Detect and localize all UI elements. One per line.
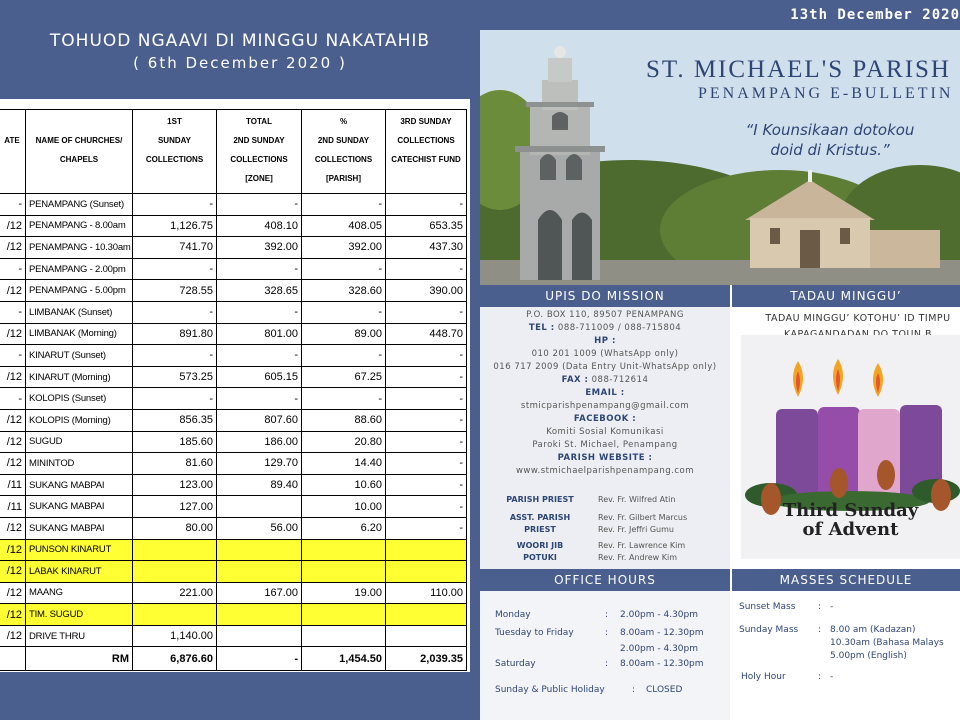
table-row [0,366,467,388]
table-row [0,194,467,216]
cell-c4: 448.70 [386,323,467,345]
cell-c3: 10.00 [302,496,386,518]
table-row [0,582,467,604]
bulletin-name: PENAMPANG E-BULLETIN [698,85,954,102]
office-holiday-time: CLOSED [646,685,683,695]
cell-date: /12 [0,539,26,561]
bulletin-date: 13th December 2020 [790,7,960,23]
cell-name: SUKANG MABPAI [26,517,133,539]
office-monday-sep: : [605,610,609,620]
cell-c1: 123.00 [133,474,217,496]
cell-c3: 19.00 [302,582,386,604]
cell-name: PENAMPANG - 5.00pm [26,280,133,302]
advent-caption: Third Sunday of Advent [782,500,919,540]
table-header-row [0,110,467,194]
mission-hp-label: HP : [594,336,616,346]
cell-c2: - [217,258,302,280]
cell-c3: 89.00 [302,323,386,345]
cell-c3: 88.60 [302,409,386,431]
cell-c1: - [133,345,217,367]
cell-name: LABAK KINARUT [26,561,133,583]
cell-c4: - [386,517,467,539]
cell-name: PENAMPANG (Sunset) [26,194,133,216]
cell-c1: 80.00 [133,517,217,539]
office-tue-time-2: 2.00pm - 4.30pm [620,644,699,654]
cell-c1: 573.25 [133,366,217,388]
mass-sunday-label: Sunday Mass [739,625,799,635]
cell-date: - [0,194,26,216]
office-hours [480,591,730,720]
cell-name: SUKANG MABPAI [26,474,133,496]
office-sat-time: 8.00am - 12.30pm [620,659,704,669]
cell-c3: - [302,301,386,323]
advent-wreath-image [741,335,960,559]
header-pct-second-sunday: % 2ND SUNDAY COLLECTIONS [PARISH] [302,110,386,194]
mission-facebook-label: FACEBOOK : [573,414,637,424]
cell-c4: - [386,409,467,431]
cell-c4: - [386,474,467,496]
cell-name: SUKANG MABPAI [26,496,133,518]
cell-c4: - [386,431,467,453]
table-row [0,258,467,280]
table-row [0,388,467,410]
collection-table-container [0,99,470,672]
cell-c4: - [386,258,467,280]
cell-name: DRIVE THRU [26,625,133,647]
collection-table [0,109,467,671]
mission-hp-2: 016 717 2009 (Data Entry Unit-WhatsApp only) [493,362,717,372]
quote-line-1: “I Kounsikaan dotokou [745,121,915,139]
cell-c2: 129.70 [217,453,302,475]
table-row [0,496,467,518]
cell-c4 [386,604,467,626]
cell-c4: - [386,345,467,367]
cell-date: /11 [0,474,26,496]
cell-c1: 741.70 [133,237,217,259]
office-hours-header: OFFICE HOURS [480,569,730,591]
mission-contacts: P.O. BOX 110, 89507 PENAMPANG TEL : 088-711009 / 088-715804 HP : 010 201 1009 (WhatsApp only) 016 717 2009 (Data Entry Unit-WhatsApp only) FAX : 088-712614 EMAIL : stmicparishpenampang@gmail.com FACEBOOK : Komiti Sosial Komunikasi Paroki St. Michael, Penampang PARISH WEBSITE : www.stmichaelparishpenampang.com PARISH PRIEST Rev. Fr. Wilfred Atin ASST. PARISH PRIEST Rev. Fr. Gilbert Marcus Rev. Fr. Jeffri Gumu WOORI JIB POTUKI Rev. Fr. Lawrence Kim Rev. Fr. Andrew Kim [480,307,730,569]
cell-c4: 390.00 [386,280,467,302]
total-c4: 2,039.35 [386,647,467,671]
cell-date: /12 [0,582,26,604]
cell-name: KOLOPIS (Sunset) [26,388,133,410]
office-holiday-label: Sunday & Public Holiday [495,685,605,695]
table-row [0,561,467,583]
cell-c4 [386,625,467,647]
cell-name: MININTOD [26,453,133,475]
mission-hp-1: 010 201 1009 (WhatsApp only) [531,349,679,359]
header-date: ATE [0,110,26,194]
cell-c1: - [133,388,217,410]
cell-c3: 408.05 [302,215,386,237]
cell-c1: - [133,194,217,216]
cell-c1 [133,604,217,626]
total-c2: - [217,647,302,671]
cell-name: MAANG [26,582,133,604]
cell-c3: - [302,345,386,367]
cell-name: PENAMPANG - 2.00pm [26,258,133,280]
mass-sunset-sep: : [818,602,822,612]
cell-c2: 167.00 [217,582,302,604]
mission-email[interactable]: stmicparishpenampang@gmail.com [520,401,690,411]
cell-date: /12 [0,215,26,237]
masses-header: MASSES SCHEDULE [730,569,960,591]
cell-date: /12 [0,409,26,431]
mass-sunday-3: 5.00pm (English) [830,651,907,661]
cell-c4 [386,561,467,583]
cell-c1: 1,140.00 [133,625,217,647]
cell-c1: 185.60 [133,431,217,453]
date-bar [480,0,960,30]
cell-c4: 110.00 [386,582,467,604]
cell-c3: - [302,194,386,216]
cell-c2 [217,539,302,561]
cell-date: /12 [0,453,26,475]
cell-c4 [386,539,467,561]
cell-c1: 856.35 [133,409,217,431]
header-first-sunday: 1ST SUNDAY COLLECTIONS [133,110,217,194]
cell-date: /12 [0,604,26,626]
mass-sunday-sep: : [818,625,822,635]
cell-name: LIMBANAK (Sunset) [26,301,133,323]
cell-date: /12 [0,431,26,453]
mission-website-label: PARISH WEBSITE : [557,453,653,463]
cell-c3: 67.25 [302,366,386,388]
cell-name: TIM. SUGUD [26,604,133,626]
office-sat-sep: : [605,659,609,669]
mission-header: UPIS DO MISSION [480,285,730,307]
cell-c1: 728.55 [133,280,217,302]
cell-c2: 801.00 [217,323,302,345]
office-monday-time: 2.00pm - 4.30pm [620,610,699,620]
mission-website[interactable]: www.stmichaelparishpenampang.com [515,466,695,476]
mission-email-label: EMAIL : [585,388,625,398]
report-subtitle: ( 6th December 2020 ) [133,54,347,72]
total-label: RM [26,647,133,671]
cell-c3: 392.00 [302,237,386,259]
cell-c4: - [386,388,467,410]
cell-date: /12 [0,237,26,259]
holy-hour-sep: : [818,672,822,682]
cell-date: /12 [0,366,26,388]
cell-name: PUNSON KINARUT [26,539,133,561]
cell-c3 [302,539,386,561]
tadau-minggu [730,307,960,569]
table-row [0,604,467,626]
cell-date: /11 [0,496,26,518]
table-row [0,237,467,259]
cell-c2 [217,625,302,647]
table-body [0,194,467,671]
table-row [0,431,467,453]
cell-c1: - [133,301,217,323]
office-tue-sep: : [605,628,609,638]
cell-name: KOLOPIS (Morning) [26,409,133,431]
table-row [0,280,467,302]
total-blank [0,647,26,671]
cell-c3: 20.80 [302,431,386,453]
table-row [0,625,467,647]
cell-c4: - [386,496,467,518]
mass-sunday-2: 10.30am (Bahasa Malays [830,638,944,648]
mass-sunday-1: 8.00 am (Kadazan) [830,625,916,635]
cell-c1 [133,539,217,561]
cell-c3 [302,561,386,583]
cell-c1: - [133,258,217,280]
office-holiday-sep: : [632,685,636,695]
cell-c1: 1,126.75 [133,215,217,237]
cell-c2: - [217,301,302,323]
mass-sunset-label: Sunset Mass [739,602,796,612]
tadau-header: TADAU MINGGU’ [730,285,960,307]
table-row [0,517,467,539]
table-row [0,539,467,561]
cell-c3: 10.60 [302,474,386,496]
cell-c1: 81.60 [133,453,217,475]
holy-hour-value: - [830,672,834,682]
cell-name: KINARUT (Morning) [26,366,133,388]
cell-date: /12 [0,517,26,539]
header-third-sunday: 3RD SUNDAY COLLECTIONS CATECHIST FUND [386,110,467,194]
cell-date: /12 [0,323,26,345]
table-row [0,323,467,345]
cell-c4: 653.35 [386,215,467,237]
quote-line-2: doid di Kristus.” [770,141,890,159]
cell-date: - [0,301,26,323]
cell-c2 [217,604,302,626]
hero-image [480,30,960,285]
office-monday-label: Monday [495,610,531,620]
cell-c3 [302,604,386,626]
report-title-text: TOHUOD NGAAVI DI MINGGU NAKATAHIB [49,31,431,51]
table-row [0,453,467,475]
cell-c2: 408.10 [217,215,302,237]
total-c1: 6,876.60 [133,647,217,671]
cell-c2: 186.00 [217,431,302,453]
cell-name: LIMBANAK (Morning) [26,323,133,345]
parish-name: ST. MICHAEL'S PARISH [646,56,951,83]
table-row [0,301,467,323]
cell-c4: - [386,301,467,323]
cell-date: - [0,345,26,367]
total-row [0,647,467,671]
office-tue-label: Tuesday to Friday [495,628,574,638]
cell-c3: - [302,258,386,280]
cell-date: /12 [0,280,26,302]
holy-hour-label: Holy Hour [741,672,786,682]
cell-c2: 392.00 [217,237,302,259]
mission-tel: TEL : 088-711009 / 088-715804 [528,323,682,333]
mission-facebook-1: Komiti Sosial Komunikasi [546,427,664,437]
cell-c2: - [217,345,302,367]
cell-c2: 56.00 [217,517,302,539]
cell-date: /12 [0,561,26,583]
office-tue-time-1: 8.00am - 12.30pm [620,628,704,638]
bulletin-quote [720,120,940,160]
cell-c4: - [386,453,467,475]
header-total-second-sunday: TOTAL 2ND SUNDAY COLLECTIONS [ZONE] [217,110,302,194]
cell-c2: 605.15 [217,366,302,388]
cell-name: KINARUT (Sunset) [26,345,133,367]
cell-name: PENAMPANG - 8.00am [26,215,133,237]
cell-date: /12 [0,625,26,647]
cell-date: - [0,258,26,280]
cell-c2 [217,496,302,518]
table-row [0,409,467,431]
table-row [0,474,467,496]
table-row [0,345,467,367]
cell-c4: - [386,194,467,216]
cell-c2: 807.60 [217,409,302,431]
table-row [0,215,467,237]
mass-sunset-value: - [830,602,834,612]
cell-name: SUGUD [26,431,133,453]
total-c3: 1,454.50 [302,647,386,671]
mission-facebook-2: Paroki St. Michael, Penampang [532,440,678,450]
cell-c1 [133,561,217,583]
masses-schedule [730,591,960,720]
cell-date: - [0,388,26,410]
cell-c2 [217,561,302,583]
mission-fax: FAX : 088-712614 [561,375,649,385]
report-title [0,30,480,74]
office-sat-label: Saturday [495,659,536,669]
cell-c3: 328.60 [302,280,386,302]
cell-c3 [302,625,386,647]
cell-c2: - [217,194,302,216]
cell-c4: - [386,366,467,388]
cell-c1: 891.80 [133,323,217,345]
tadau-text: TADAU MINGGU’ KOTOHU’ ID TIMPU [765,313,951,324]
cell-c2: 328.65 [217,280,302,302]
cell-c1: 221.00 [133,582,217,604]
bulletin-panel [480,0,960,720]
mission-address: P.O. BOX 110, 89507 PENAMPANG [526,310,684,320]
cell-c2: 89.40 [217,474,302,496]
cell-c3: - [302,388,386,410]
cell-c1: 127.00 [133,496,217,518]
cell-c4: 437.30 [386,237,467,259]
cell-c2: - [217,388,302,410]
header-church: NAME OF CHURCHES/ CHAPELS [26,110,133,194]
cell-c3: 6.20 [302,517,386,539]
cell-c3: 14.40 [302,453,386,475]
cell-name: PENAMPANG - 10.30am [26,237,133,259]
